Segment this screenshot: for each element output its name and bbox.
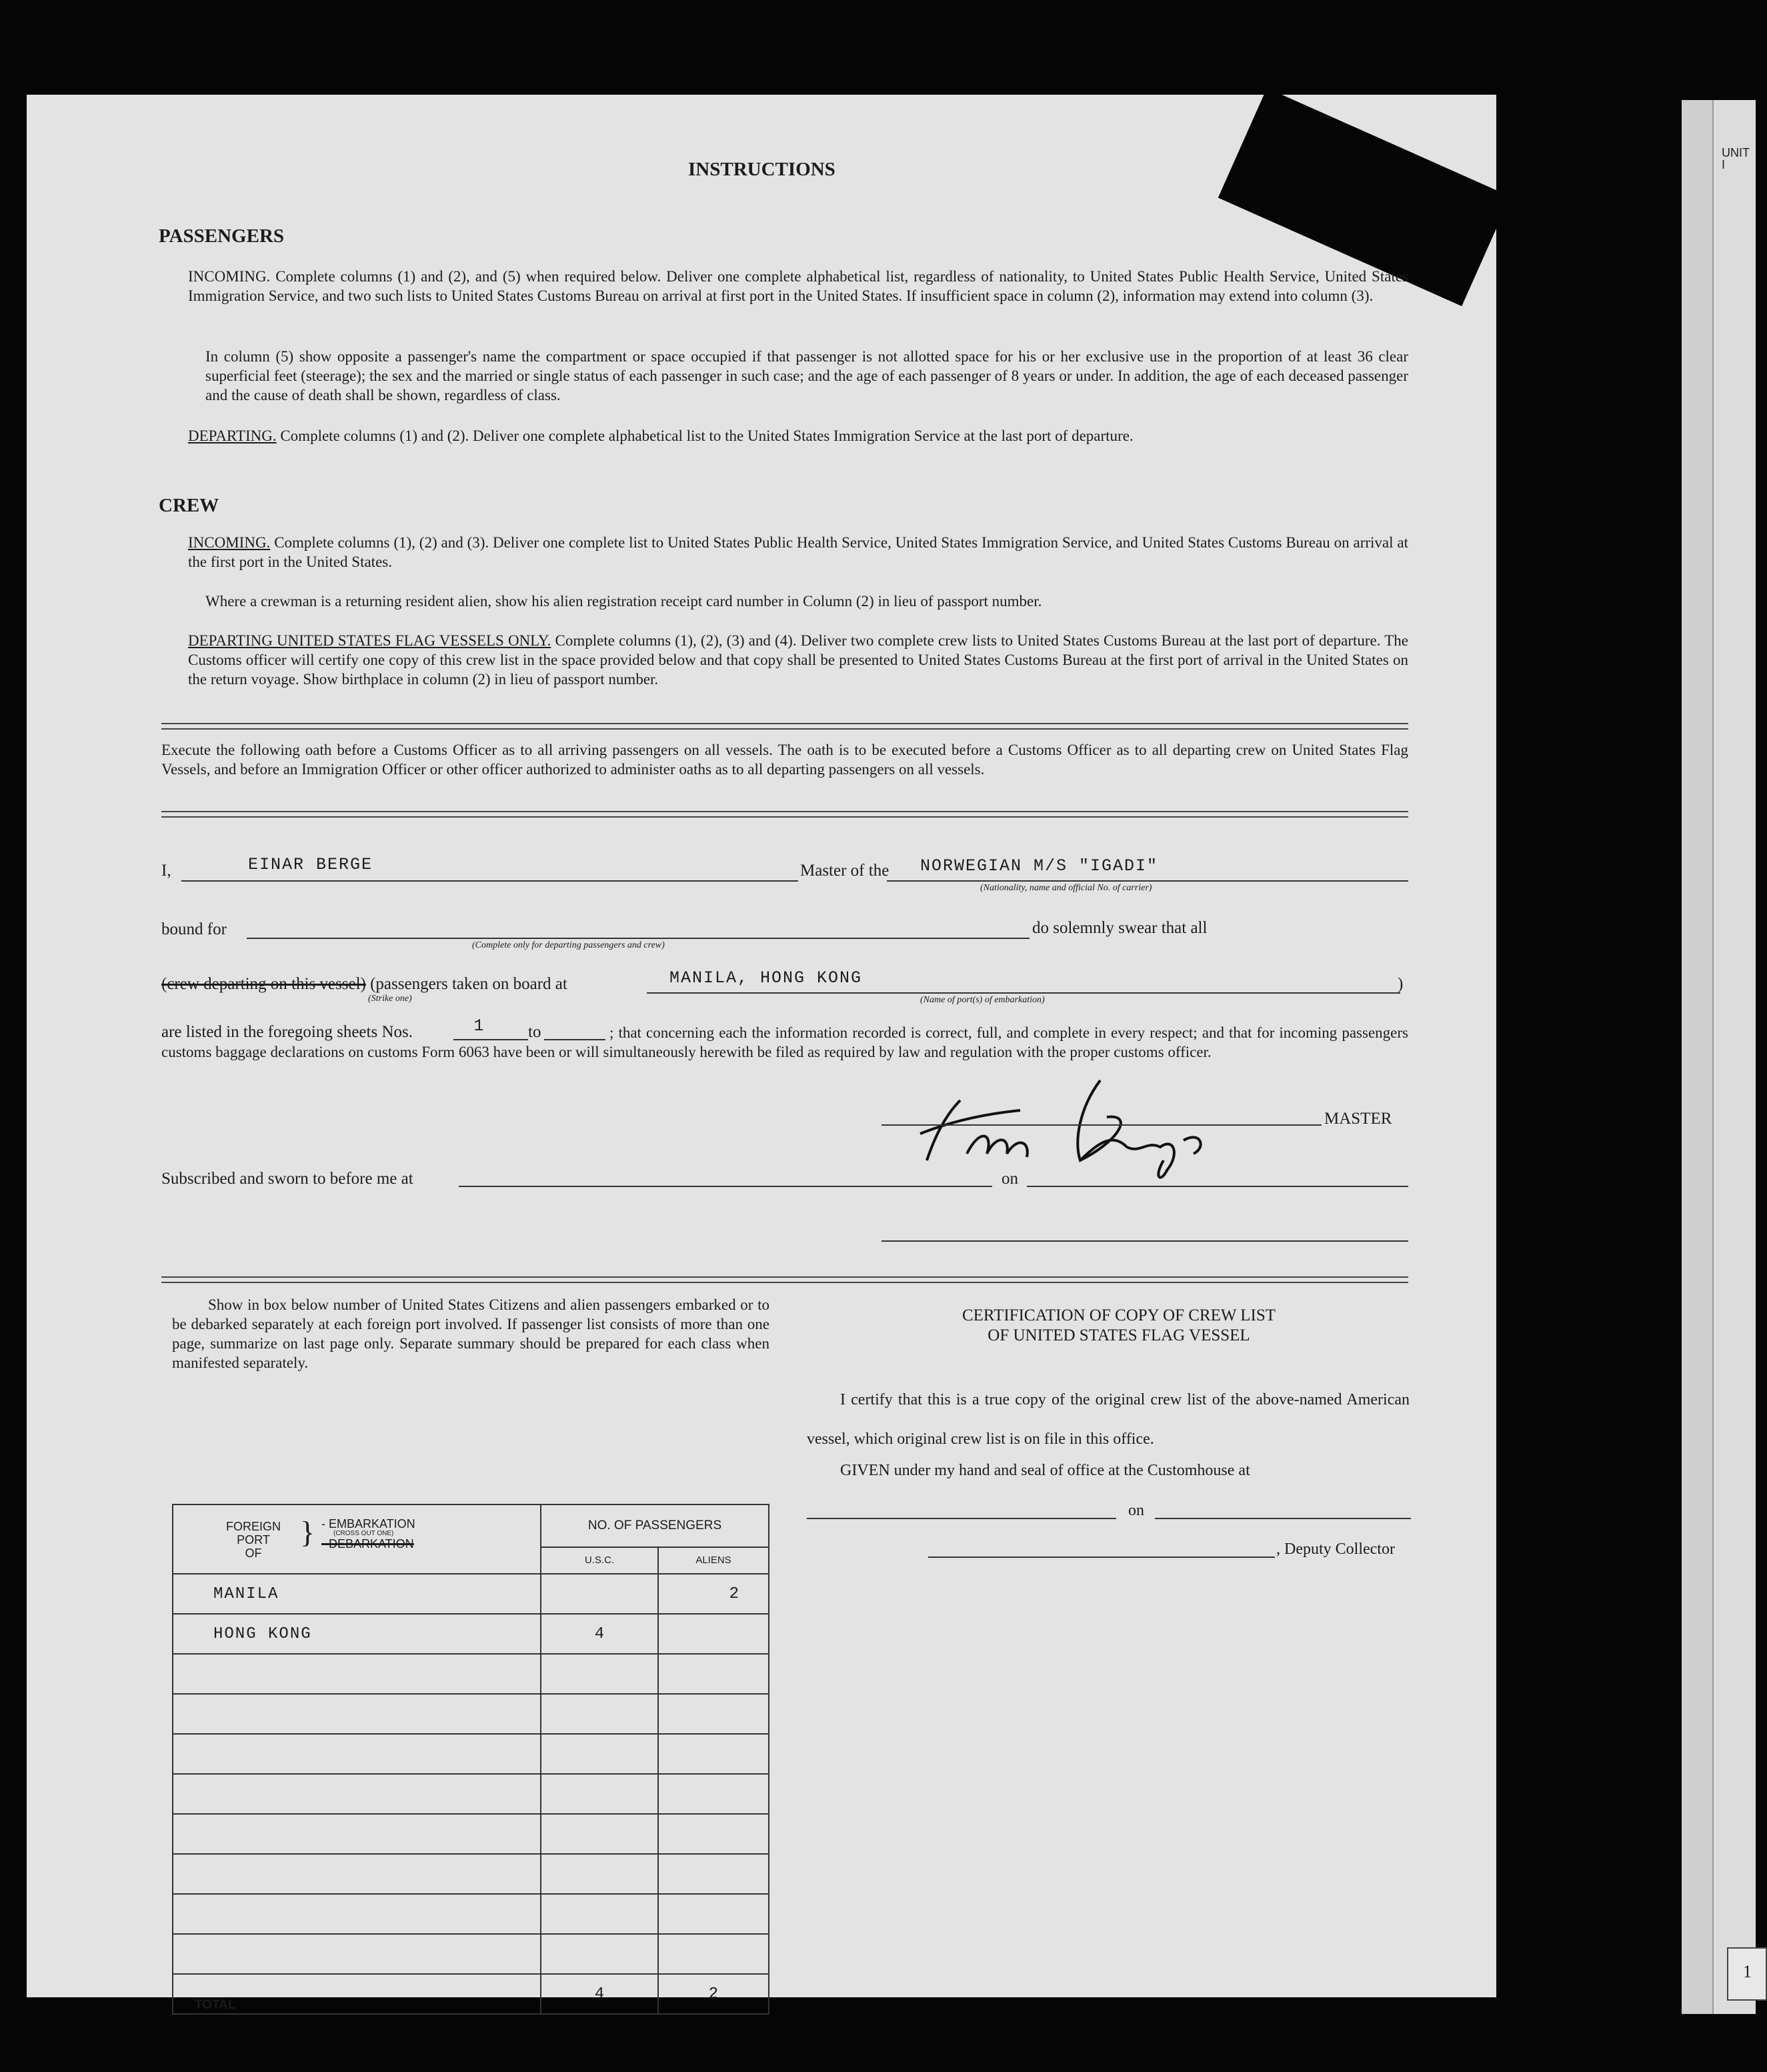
debarkation-label-struck: - DEBARKATION xyxy=(321,1537,414,1550)
summary-row xyxy=(173,1774,769,1814)
summary-aliens-cell xyxy=(658,1654,769,1694)
certification-title-line: OF UNITED STATES FLAG VESSEL xyxy=(988,1326,1250,1344)
master-label: MASTER xyxy=(1324,1110,1392,1128)
given-on-label: on xyxy=(1128,1502,1144,1519)
sheet-from-value: 1 xyxy=(473,1016,484,1036)
oath-instructions: Execute the following oath before a Customs Officer as to all arriving passengers on all vessels. The oath is to be executed before a Customs Officer as to all departing crew on United States Flag Vessels, and before an Immigration Officer or other officer authorized to administer oaths as to all departing passengers on all vessels. xyxy=(161,742,1408,778)
summary-aliens-cell xyxy=(658,1694,769,1734)
passenger-summary-table xyxy=(172,1504,769,2015)
brace-icon: } xyxy=(300,1515,315,1549)
summary-port-cell xyxy=(173,1934,541,1974)
summary-total-row xyxy=(173,1974,769,2014)
crew-departing-paragraph xyxy=(188,631,1408,689)
summary-aliens-cell xyxy=(658,1614,769,1654)
summary-aliens-cell: 2 xyxy=(658,1574,769,1614)
swear-label: do solemnly swear that all xyxy=(1032,919,1208,937)
summary-aliens-cell xyxy=(658,1854,769,1894)
summary-usc-cell xyxy=(541,1574,658,1614)
given-date-line xyxy=(1155,1518,1411,1519)
cross-out-hint: (CROSS OUT ONE) xyxy=(333,1530,394,1537)
certify-text: I certify that this is a true copy of the original crew list of the above-named American vessel, which original crew list is on file in this office. xyxy=(807,1391,1410,1448)
divider xyxy=(161,1276,1408,1278)
summary-aliens-cell xyxy=(658,1894,769,1934)
summary-row xyxy=(173,1854,769,1894)
struck-crew-option: (crew departing on this vessel) xyxy=(161,975,366,993)
summary-usc-cell xyxy=(541,1774,658,1814)
signature-line xyxy=(881,1124,1322,1126)
total-label: TOTAL xyxy=(173,1974,541,2014)
embarkation-debarkation-label xyxy=(321,1517,415,1550)
divider xyxy=(161,1282,1408,1283)
summary-usc-cell xyxy=(541,1854,658,1894)
passengers-departing-text: Complete columns (1) and (2). Deliver one complete alphabetical list to the United States Immigration Service at the last port of departure. xyxy=(280,427,1134,444)
summary-instructions: Show in box below number of United States Citizens and alien passengers embarked or to be debarked separately at each foreign port involved. If passenger list consists of more than one page, summarize on last page only. Separate summary should be prepared for each class when manifested separately. xyxy=(172,1296,769,1371)
adjacent-page-text xyxy=(1722,147,1750,171)
ports-line xyxy=(647,992,1400,994)
subscribed-label: Subscribed and sworn to before me at xyxy=(161,1170,413,1188)
adjacent-page-edge xyxy=(1682,100,1714,2014)
summary-row xyxy=(173,1814,769,1854)
adjacent-text-line: I xyxy=(1722,158,1726,171)
summary-usc-cell: 4 xyxy=(541,1614,658,1654)
summary-row xyxy=(173,1934,769,1974)
adjacent-page-number: 1 xyxy=(1727,1947,1767,2001)
summary-usc-cell xyxy=(541,1894,658,1934)
deputy-collector-label: , Deputy Collector xyxy=(1276,1540,1395,1558)
subscribed-date-line xyxy=(1027,1186,1408,1187)
close-paren: ) xyxy=(1398,975,1404,993)
customhouse-place-line xyxy=(807,1518,1116,1519)
master-of-label: Master of the xyxy=(800,862,890,880)
master-name-line xyxy=(181,880,798,882)
vessel-line xyxy=(887,880,1408,882)
crew-incoming-text: Complete columns (1), (2) and (3). Deliver one complete list to United States Public Health Service, United States Immigration Service, and United States Customs Bureau on arrival at the first port in the United States. xyxy=(188,534,1409,570)
crew-departing-label: DEPARTING UNITED STATES FLAG VESSELS ONLY. xyxy=(188,632,551,649)
summary-row xyxy=(173,1654,769,1694)
passengers-heading: PASSENGERS xyxy=(159,225,285,247)
usc-header: U.S.C. xyxy=(541,1547,658,1574)
crew-heading: CREW xyxy=(159,495,219,516)
divider xyxy=(161,816,1408,818)
strike-one-hint: (Strike one) xyxy=(368,994,412,1004)
crew-incoming-paragraph xyxy=(188,533,1408,572)
passengers-incoming-paragraph xyxy=(188,267,1408,305)
summary-port-cell xyxy=(173,1814,541,1854)
bound-for-line xyxy=(247,938,1030,939)
summary-row xyxy=(173,1614,769,1654)
embarkation-ports: MANILA, HONG KONG xyxy=(669,968,863,988)
instructions-title: INSTRUCTIONS xyxy=(688,159,835,180)
subscribed-place-line xyxy=(459,1186,992,1187)
listed-label: are listed in the foregoing sheets Nos. xyxy=(161,1023,413,1041)
certification-title xyxy=(825,1306,1412,1346)
subscribed-on-label: on xyxy=(1002,1170,1018,1188)
of-label: OF xyxy=(245,1546,262,1560)
passengers-departing-paragraph xyxy=(188,426,1408,445)
foreign-port-header xyxy=(173,1504,541,1574)
no-passengers-header: NO. OF PASSENGERS xyxy=(541,1504,769,1547)
summary-port-cell: MANILA xyxy=(173,1574,541,1614)
divider xyxy=(161,728,1408,730)
summary-usc-cell xyxy=(541,1934,658,1974)
embarkation-label: - EMBARKATION xyxy=(321,1517,415,1530)
oath-i-label: I, xyxy=(161,862,171,880)
vessel-name: NORWEGIAN M/S "IGADI" xyxy=(920,856,1159,876)
summary-aliens-cell xyxy=(658,1774,769,1814)
summary-row xyxy=(173,1574,769,1614)
divider xyxy=(161,811,1408,812)
foreign-label: FOREIGN xyxy=(225,1520,281,1533)
total-usc: 4 xyxy=(541,1974,658,2014)
certification-title-line: CERTIFICATION OF COPY OF CREW LIST xyxy=(962,1306,1276,1324)
summary-port-cell xyxy=(173,1894,541,1934)
summary-usc-cell xyxy=(541,1694,658,1734)
crew-incoming-label: INCOMING. xyxy=(188,534,271,551)
to-label: to xyxy=(528,1023,541,1041)
divider xyxy=(161,723,1408,724)
given-text: GIVEN under my hand and seal of office at the Customhouse at xyxy=(840,1462,1250,1479)
foreign-port-of-label xyxy=(213,1520,293,1560)
deputy-collector-line xyxy=(928,1557,1275,1558)
ports-hint: (Name of port(s) of embarkation) xyxy=(920,995,1045,1005)
summary-port-cell xyxy=(173,1774,541,1814)
bound-for-label: bound for xyxy=(161,920,227,938)
adjacent-page xyxy=(1682,100,1756,2014)
port-label: PORT xyxy=(237,1533,270,1546)
summary-usc-cell xyxy=(541,1814,658,1854)
summary-row xyxy=(173,1734,769,1774)
form-page xyxy=(27,95,1496,2012)
vessel-hint: (Nationality, name and official No. of carrier) xyxy=(980,883,1152,893)
aliens-header: ALIENS xyxy=(658,1547,769,1574)
bound-for-hint: (Complete only for departing passengers and crew) xyxy=(472,940,665,950)
master-name: EINAR BERGE xyxy=(248,855,373,874)
passengers-taken-label: (passengers taken on board at xyxy=(370,975,567,993)
master-signature xyxy=(880,1054,1254,1187)
summary-row xyxy=(173,1894,769,1934)
summary-port-cell xyxy=(173,1854,541,1894)
summary-port-cell: HONG KONG xyxy=(173,1614,541,1654)
summary-port-cell xyxy=(173,1654,541,1694)
summary-aliens-cell xyxy=(658,1934,769,1974)
total-aliens: 2 xyxy=(658,1974,769,2014)
crew-returning-paragraph: Where a crewman is a returning resident alien, show his alien registration receipt card number in Column (2) in lieu of passport number. xyxy=(205,593,1042,610)
column5-paragraph: In column (5) show opposite a passenger's name the compartment or space occupied if that passenger is not allotted space for his or her exclusive use in the proportion of at least 36 clear superficial feet (steerage); the sex and the married or single status of each passenger in such case; and the age of each passenger of 8 years or under. In addition, the age of each deceased passenger and the cause of death shall be shown, regardless of class. xyxy=(205,348,1408,403)
crew-departing-text: Complete columns (1), (2), (3) and (4). Deliver two complete crew lists to United States Customs Bureau at the last port of departure. The Customs officer will certify one copy of this crew list in the space provided below and that copy shall be presented to United States Customs Bureau at the first port of arrival in the United States on the return voyage. Show birthplace in column (2) in lieu of passport number. xyxy=(188,632,1409,688)
summary-port-cell xyxy=(173,1694,541,1734)
summary-usc-cell xyxy=(541,1734,658,1774)
summary-row xyxy=(173,1694,769,1734)
summary-aliens-cell xyxy=(658,1734,769,1774)
passengers-incoming-text: Complete columns (1) and (2), and (5) when required below. Deliver one complete alphabetical list, regardless of nationality, to United States Public Health Service, United States Immigration Service, and two such lists to United States Customs Bureau on arrival at first port in the United States. If insufficient space in column (2), information may extend into column (3). xyxy=(188,268,1408,304)
listed-rest-text: ; that concerning each the information recorded is correct, full, and complete in every respect; and that for incoming passengers customs baggage declarations on customs Form 6063 have been or will simultaneously herewith be filed as required by law and regulation with the proper customs officer. xyxy=(161,1024,1408,1060)
summary-rows xyxy=(173,1574,769,1974)
summary-port-cell xyxy=(173,1734,541,1774)
passengers-departing-label: DEPARTING. xyxy=(188,427,277,444)
officer-signature-line xyxy=(881,1240,1408,1242)
passengers-incoming-label: INCOMING. xyxy=(188,268,271,285)
adjacent-text-line: UNIT xyxy=(1722,146,1750,159)
passengers-taken-row xyxy=(161,975,567,994)
summary-header-row xyxy=(173,1504,769,1547)
summary-aliens-cell xyxy=(658,1814,769,1854)
summary-usc-cell xyxy=(541,1654,658,1694)
